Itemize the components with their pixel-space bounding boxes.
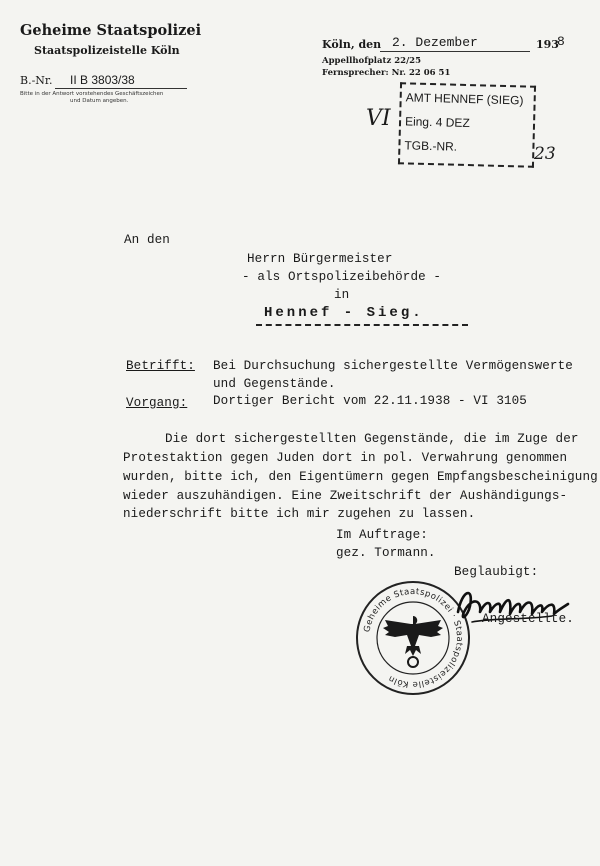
office-name: Staatspolizeistelle Köln <box>34 44 180 57</box>
reference-note-2: und Datum angeben. <box>70 98 129 104</box>
dateline-year-prefix: 193 <box>536 38 559 51</box>
dateline-address: Appellhofplatz 22/25 <box>322 56 422 66</box>
subject-line-1: Bei Durchsuchung sichergestellte Vermögenswerte <box>213 359 573 373</box>
body-line-4: wieder auszuhändigen. Eine Zweitschrift der Aushändigungs- <box>123 489 568 503</box>
reference-label: B.-Nr. <box>20 74 53 87</box>
reference-label-vorgang: Vorgang: <box>126 396 188 410</box>
dateline-place: Köln, den <box>322 38 382 51</box>
town-underline <box>256 324 468 326</box>
margin-note: VI <box>366 106 391 131</box>
closing-certified: Beglaubigt: <box>454 565 539 579</box>
seal-text: Geheime Staatspolizei · Staatspolizeistelle Köln <box>362 586 465 690</box>
body-line-3: wurden, bitte ich, den Eigentümern gegen Empfangsbescheinigung <box>123 470 598 484</box>
subject-line-2: und Gegenstände. <box>213 377 336 391</box>
received-stamp <box>398 82 536 168</box>
closing-role: Angestellte. <box>482 612 574 626</box>
addressee-line-3: in <box>334 288 350 302</box>
stamp-office: AMT HENNEF (SIEG) <box>405 90 524 108</box>
reference-rule <box>55 88 187 89</box>
addressee-line-2: - als Ortspolizeibehörde - <box>242 270 442 284</box>
eagle-icon <box>383 616 443 667</box>
reference-note-1: Bitte in der Antwort vorstehendes Geschäftszeichen <box>20 91 164 97</box>
addressee-to: An den <box>124 233 170 247</box>
dateline-phone: Fernsprecher: Nr. 22 06 51 <box>322 68 451 78</box>
dateline-date: 2. Dezember <box>392 35 478 50</box>
closing-signed: gez. Tormann. <box>336 546 436 560</box>
body-line-5: niederschrift bitte ich mir zugehen zu lassen. <box>123 507 476 521</box>
date-rule <box>380 51 530 52</box>
closing-by-order: Im Auftrage: <box>336 528 428 542</box>
addressee-town: Hennef - Sieg. <box>264 305 424 321</box>
body-line-1: Die dort sichergestellten Gegenstände, die im Zuge der <box>165 432 579 446</box>
body-line-2: Protestaktion gegen Juden dort in pol. Verwahrung genommen <box>123 451 568 465</box>
addressee-line-1: Herrn Bürgermeister <box>247 252 393 266</box>
stamp-journal: TGB.-NR. <box>404 138 458 154</box>
stamp-received: Eing. 4 DEZ <box>404 114 470 131</box>
subject-label: Betrifft: <box>126 359 195 373</box>
stamp-number: 23 <box>534 144 556 164</box>
reference-number: II B 3803/38 <box>70 73 135 87</box>
dateline-year-suffix: 8 <box>557 34 565 49</box>
agency-name: Geheime Staatspolizei <box>20 22 202 39</box>
reference-text: Dortiger Bericht vom 22.11.1938 - VI 3105 <box>213 394 527 408</box>
